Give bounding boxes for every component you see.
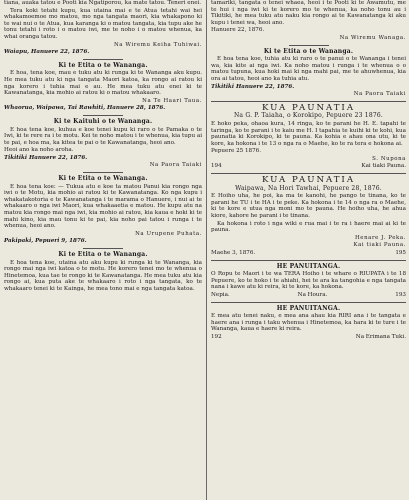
letter-tikitiki (4, 119, 202, 169)
letter-signature: Na Urupene Puhata. (135, 230, 202, 237)
notice-title: HE PANUITANGA. (276, 304, 341, 312)
notice-signature: Henare J. Peka. (355, 234, 406, 241)
notice-title: KUA PAUNATIA (261, 102, 356, 113)
letter-tikitiki-right (211, 49, 406, 98)
letter-heading: Ki te Etita o te Wananga. (58, 175, 148, 183)
letter-body: E hoa tena koe, tuhia atu ki raro o te panui o te Wananga i tenei wa, kia kite ai nga iwi. Ka noho matou i runga i te whenua o o matou tupuna, kua hoki mai ki nga mahi pai, me te ahuwhenua, kia ora ai tatou, heoi ano ka tuhia atu. (211, 56, 406, 82)
letter-date: Hanuere 22, 1876. (211, 27, 265, 34)
left-column (4, 0, 202, 294)
letter-heading: Ki te Kaituhi o te Wananga. (53, 117, 153, 125)
separator (83, 248, 123, 249)
letter-place-date: Pakipaki, Pepueri 9, 1876. (4, 238, 87, 245)
letter-body: E hoa, tena koe, mau e tuku atu ki runga ki te Wananga aku kupu. He mea tuku atu ki nga tangata Maori katoa, ka rongo ai ratou ki nga korero i tuhia mai e au. He mea tuku atu enei ki te Kawanatanga, kia mohio ai ratou ki o matou whakaaro. (4, 70, 202, 97)
letter-closing: Na Te Haari Taua. (142, 97, 202, 104)
letter-place-date: Tikitiki Hanuere 22, 1876. (4, 154, 88, 161)
notice-role: Kai tiaki Pauna. (353, 242, 406, 249)
letter-signature: Na Wiremu Wanaga. (339, 34, 406, 41)
letter-body: E hoa tena koe: — Tukua atu e koe ta matou Panui kia rongo nga iwi o te Motu, kia mohio ai ratou ki te Kawanatanga. Ko nga kupu i whakatakotoria e te Kawanatanga i te marama o Hanuere, i nui ai te whakaaro o nga iwi Maori, kua whakaaetia e matou. He kupu atu na matou kia rongo mai nga iwi, kia mohio ai ratou, kia kaua e hoki ki te mahi kino, kia mau tonu ki te pai, kia noho pai tatou i runga i te whenua, heoi ano. (4, 183, 202, 230)
notice-meta: Na G. P. Taiaha, o Korokipo, Pepuere 23 1876. (233, 112, 383, 120)
separator (211, 173, 406, 174)
letter-place-date: Waiapu, Hanuere 22, 1876. (4, 49, 90, 56)
separator (289, 45, 329, 46)
notice-footer (211, 292, 406, 299)
letter-hinetemoa (4, 252, 202, 293)
notice-panuitanga-hinetemoa (211, 306, 406, 341)
notice-meta: Waipawa, Na Hori Tawhai, Pepuere 28, 1876. (235, 184, 382, 192)
notice-pauna-waipawa (211, 177, 406, 257)
letter-place-date: Whaorua, Waipawa, Tai Rawhiti, Hanuere 28, 1876. (4, 105, 166, 112)
notice-signature: Na Erimana Tuki. (355, 333, 406, 340)
letter-awamutu (211, 0, 406, 42)
notice-number: 192 (211, 333, 222, 340)
letter-body: Tera koki tetahi kupu, kua utaina mai e te Atua tetahi wai hei whakamoemoe mo matou, mo nga tangata maori, kia whakapono ki te wai nui o te Atua, kua karanga ki o matou tangata, kia tupu ake he tonu tetahi i roto i o matou iwi, me te noho i o matou whenua, ka whai oranga tatou. (4, 7, 202, 40)
separator (211, 101, 406, 102)
separator (83, 172, 123, 173)
notice-number: 194 (211, 163, 222, 170)
notice-panuitanga-nepia (211, 264, 406, 299)
notice-body: E hoko peka, ohaoa kura, 14 ringa, ko te parani he H. E. tapahi te taringa, ko te parani i te kaiu me H. I tapahia te kuihi ki te kohi, kua paunatia ki Korokipo, ki te pauna. Ka kohia e ahau ona utu, ki te kore, ka hokona i te 13 o nga ra o Maehe, ko te ra tera e hokona ai. (211, 120, 406, 147)
right-column (211, 0, 406, 342)
notice-number: 193 (395, 291, 406, 298)
letter-pakipaki (4, 176, 202, 245)
notice-body: E mea atu tenei naku, e mea ana ahau kia RIRI ana i te tangata e haere ana i runga i taku whenua i Hinetemoa, ka hara ki te ture i te Wananga, kaua e haere ki reira. (211, 313, 406, 333)
notice-pauna-korokipo (211, 102, 406, 170)
notice-role: Kai tiaki Pauna. (361, 163, 406, 170)
notice-footer (211, 334, 406, 341)
letter-signature: Na Wiremu Keiha Tuhiwai. (113, 41, 202, 48)
letter-whaorua (4, 63, 202, 112)
notice-footer (211, 250, 406, 257)
notice-footer (211, 163, 406, 170)
letter-signature: Na Paora Taiaki (149, 162, 202, 169)
letter-signature: Na Paora Taiaki (353, 91, 406, 98)
notice-title: HE PANUITANGA. (276, 262, 341, 270)
letter-place-date: Tikitiki Hanuere 22, 1876. (211, 83, 295, 90)
letter-heading: Ki te Etita o te Wananga. (263, 47, 354, 55)
notice-body: E Hoiho uha, he poi, ka ma te kanohi, he pango te tinana, ko te parani he TU i te HA i te peke. Ka hokona i te 14 o nga ra o Maehe, ki te kore e utua nga moni mo te pauna. He hoiho uha, he ahua kiore, kahore he parani i te tinana. (211, 193, 406, 220)
notice-body: O Ropu te Maori i te wa TERA Hoiho i te whare o RIUPATA i te 18 Pepuere, ko te hoko i te ahiahi, hei te ara ka tangohia e nga tangata nana i kawe atu ki reira, ki te kore, ka hokona. (211, 271, 406, 291)
separator (211, 302, 406, 303)
notice-date: Maehe 3, 1876. (211, 250, 256, 256)
letter-body: E hoa tena koe, utaina atu aku kupu ki runga ki te Wananga, kia rongo mai nga iwi katoa o te motu. He korero tenei mo te whenua o Hinetemoa, kua tae te rongo ki te Kawanatanga. He mea tuku atu kia rongo ai, kua puta ake te whakaaro i roto i nga tangata, ko te whakaaro tenei ki te Kainga, he mea tono mai e nga tangata katoa. (4, 259, 202, 292)
letter-lead: tiana, auaka tatou e Pooti kia Ngatiporou, ka mate tatou. Teneri enei. (4, 0, 202, 6)
letter-closing: Heoi ano ka noho aroha. (4, 147, 74, 154)
notice-number: 195 (395, 250, 406, 256)
letter-heading: Ki te Etita o te Wananga. (58, 61, 148, 69)
notice-date: Pepuere 25 1876. (211, 148, 261, 155)
notice-signature: S. Nupona (372, 155, 406, 162)
letter-body: tamariki, tangata o tenei whaea, heoi i te Pooti ki te Awamutu, me te hui i nga iwi ki te korero mo te whenua, ka noho tonu au i Tikitiki, he mea tuku atu naku kia rongo ai te Kawanatanga ki aku kupu i tenei wa, heoi ano. (211, 0, 406, 26)
letter-body: E hoa tena koe, kuhua e koe tenei kupu ki raro o te Pamaka o te Iwi, ki te rere ra i te motu. Kei te noho matou i te whenua, kia tupu ai te pai, e hoa ma, ka kitea te pai o te Kawanatanga, heoi ano. (4, 126, 202, 146)
separator (83, 59, 123, 60)
column-divider (206, 0, 207, 500)
notice-place: Nepia. (211, 291, 230, 298)
letter-waiapu (4, 0, 202, 56)
notice-closing: Ka hokona i roto i nga wiki e rua mai i te ra i haere mai ai ki te pauna. (211, 220, 406, 234)
separator (83, 115, 123, 116)
letter-heading: Ki te Etita o te Wananga. (58, 251, 148, 258)
separator (211, 260, 406, 261)
notice-signature: Na Houra. (297, 291, 328, 298)
notice-title: KUA PAUNATIA (261, 175, 356, 186)
